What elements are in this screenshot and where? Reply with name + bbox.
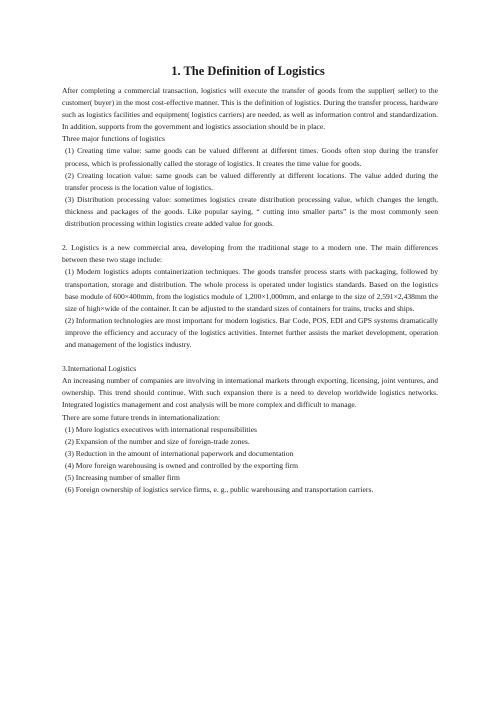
trend-item-1: (1) More logistics executives with international responsibilities xyxy=(65,424,257,434)
function-item-time-value: (1) Creating time value: same goods can be valued different at different times. Goods often stop during the transfer process, which is professionally called the storage of logistics. It creates the time value for goods. xyxy=(65,146,438,168)
paragraph-gap xyxy=(62,351,438,363)
trend-item-5: (5) Increasing number of smaller firm xyxy=(65,473,180,482)
function-item-location-value: (2) Creating location value: same goods can be valued differently at different locations. The value added during the transfer process is the location value of logistics. xyxy=(65,170,438,192)
page-title: 1. The Definition of Logistics xyxy=(171,64,325,78)
section-3-paragraph: An increasing number of companies are involving in international markets through exporting, licensing, joint ventures, and ownership. This trend should continue. With such expansion there is a need to develop worldwide logistics networks. Integrated logistics management and cost analysis will be more complex and difficult to manage. xyxy=(62,376,438,410)
trend-item-6: (6) Foreign ownership of logistics service firms, e. g., public warehousing and transportation carriers. xyxy=(65,485,374,495)
trend-item-3: (3) Reduction in the amount of international paperwork and documentation xyxy=(65,448,294,458)
function-item-distribution-value: (3) Distribution processing value: sometimes logistics create distribution processing value, which changes the length, thickness and packages of the goods. Like popular saying, “ cutting into smaller parts” is the most commonly seen distribution processing within logistics create added value for goods. xyxy=(65,194,438,229)
section-2-item-information-tech: (2) Information technologies are most important for modern logistics. Bar Code, POS, EDI and GPS systems dramatically improve the efficiency and accuracy of the logistics activities. Internet further assists the market development, operation and management of the logistics industry. xyxy=(65,315,438,349)
trend-item-2: (2) Expansion of the number and size of foreign-trade zones. xyxy=(65,436,250,446)
section-2-item-containerization: (1) Modern logistics adopts containerization techniques. The goods transfer process starts with packaging, followed by transportation, storage and distribution. The whole process is operated under logistics standards. Based on the logistics base module of 600×400mm, from the logistics module of 1,200×1,000mm, and enlarge to the size of 2,591×2,438mm the size of high×wide of the container. It can be adjusted to the standard sizes of containers for trains, trucks and ships. xyxy=(65,267,438,313)
trends-heading: There are some future trends in internationalization: xyxy=(62,412,221,422)
trend-item-4: (4) More foreign warehousing is owned and controlled by the exporting firm xyxy=(65,460,299,470)
section-3-heading: 3.International Logistics xyxy=(62,364,137,374)
section-2-paragraph: 2. Logistics is a new commercial area, developing from the traditional stage to a modern one. The main differences between these two stage include: xyxy=(62,243,438,265)
paragraph-gap xyxy=(62,230,438,242)
document-body xyxy=(62,85,438,496)
definition-paragraph: After completing a commercial transaction, logistics will execute the transfer of goods from the supplier( seller) to the customer( buyer) in the most cost-effective manner. This is the definition of logistics. During the transfer process, hardware such as logistics facilities and equipment( logistics carriers) are needed, as well as information control and standardization. In addition, supports from the government and logistics association should be in place. xyxy=(62,86,438,132)
functions-heading: Three major functions of logistics xyxy=(62,134,165,144)
